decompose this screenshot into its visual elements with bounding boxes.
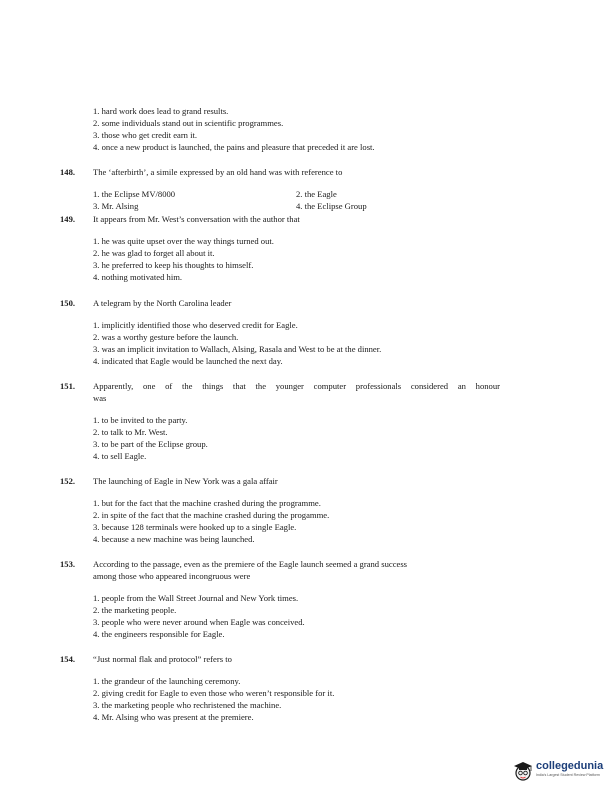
question-153	[60, 558, 500, 640]
question-number: 150.	[60, 298, 76, 308]
option: 4. indicated that Eagle would be launched the next day.	[93, 356, 283, 366]
option: 4. once a new product is launched, the pains and pleasure that preceded it are lost.	[93, 142, 375, 152]
previous-question-options	[93, 105, 375, 153]
option: 1. hard work does lead to grand results.	[93, 106, 229, 116]
question-148	[60, 166, 500, 212]
question-number: 149.	[60, 214, 76, 224]
question-number: 154.	[60, 654, 76, 664]
brand-name: collegedunia	[536, 760, 604, 772]
collegedunia-logo	[512, 760, 603, 782]
option: 3. to be part of the Eclipse group.	[93, 439, 208, 449]
question-text: Apparently, one of the things that the younger computer professionals considered an honour	[93, 381, 500, 391]
option: 2. the marketing people.	[93, 605, 177, 615]
option: 1. but for the fact that the machine crashed during the programme.	[93, 498, 321, 508]
question-154	[60, 653, 500, 723]
question-text-continued: was	[93, 393, 107, 403]
option: 2. some individuals stand out in scientific programmes.	[93, 118, 284, 128]
option: 3. was an implicit invitation to Wallach, Alsing, Rasala and West to be at the dinner.	[93, 344, 382, 354]
question-text: The ‘afterbirth’, a simile expressed by an old hand was with reference to	[93, 167, 343, 177]
question-149	[60, 213, 500, 283]
question-number: 151.	[60, 381, 76, 391]
option: 1. the Eclipse MV/8000	[93, 189, 176, 199]
options	[60, 235, 500, 283]
question-text: “Just normal flak and protocol” refers to	[93, 654, 232, 664]
question-text: The launching of Eagle in New York was a gala affair	[93, 476, 278, 486]
option: 1. to be invited to the party.	[93, 415, 188, 425]
option: 1. implicitly identified those who deserved credit for Eagle.	[93, 320, 298, 330]
question-151	[60, 380, 500, 462]
options	[60, 414, 500, 462]
options	[60, 188, 500, 212]
question-number: 153.	[60, 559, 76, 569]
option: 3. Mr. Alsing	[93, 201, 139, 211]
option: 2. in spite of the fact that the machine crashed during the progamme.	[93, 510, 330, 520]
question-150	[60, 297, 500, 367]
option: 4. the Eclipse Group	[296, 201, 367, 211]
options	[60, 497, 500, 545]
option: 2. giving credit for Eagle to even those who weren’t responsible for it.	[93, 688, 335, 698]
option: 4. to sell Eagle.	[93, 451, 147, 461]
question-number: 152.	[60, 476, 76, 486]
option: 4. the engineers responsible for Eagle.	[93, 629, 225, 639]
option: 1. the grandeur of the launching ceremony.	[93, 676, 241, 686]
question-text: A telegram by the North Carolina leader	[93, 298, 232, 308]
option: 1. he was quite upset over the way things turned out.	[93, 236, 274, 246]
question-text-continued: among those who appeared incongruous were	[93, 571, 251, 581]
option: 3. those who get credit earn it.	[93, 130, 198, 140]
graduate-cap-icon	[512, 760, 534, 782]
option: 3. he preferred to keep his thoughts to himself.	[93, 260, 254, 270]
question-text: According to the passage, even as the premiere of the Eagle launch seemed a grand success	[93, 559, 408, 569]
brand-tagline: India's Largest Student Review Platform	[536, 773, 600, 777]
option: 2. was a worthy gesture before the launch.	[93, 332, 239, 342]
option: 3. because 128 terminals were hooked up to a single Eagle.	[93, 522, 297, 532]
question-number: 148.	[60, 167, 76, 177]
option: 4. nothing motivated him.	[93, 272, 183, 282]
question-text: It appears from Mr. West’s conversation with the author that	[93, 214, 300, 224]
option: 2. he was glad to forget all about it.	[93, 248, 215, 258]
option: 3. the marketing people who rechristened the machine.	[93, 700, 282, 710]
options	[60, 319, 500, 367]
option: 4. because a new machine was being launched.	[93, 534, 255, 544]
question-152	[60, 475, 500, 545]
options	[60, 592, 500, 640]
option: 4. Mr. Alsing who was present at the premiere.	[93, 712, 254, 722]
option: 2. the Eagle	[296, 189, 337, 199]
options	[60, 675, 500, 723]
option: 2. to talk to Mr. West.	[93, 427, 168, 437]
option: 3. people who were never around when Eagle was conceived.	[93, 617, 305, 627]
option: 1. people from the Wall Street Journal and New York times.	[93, 593, 299, 603]
